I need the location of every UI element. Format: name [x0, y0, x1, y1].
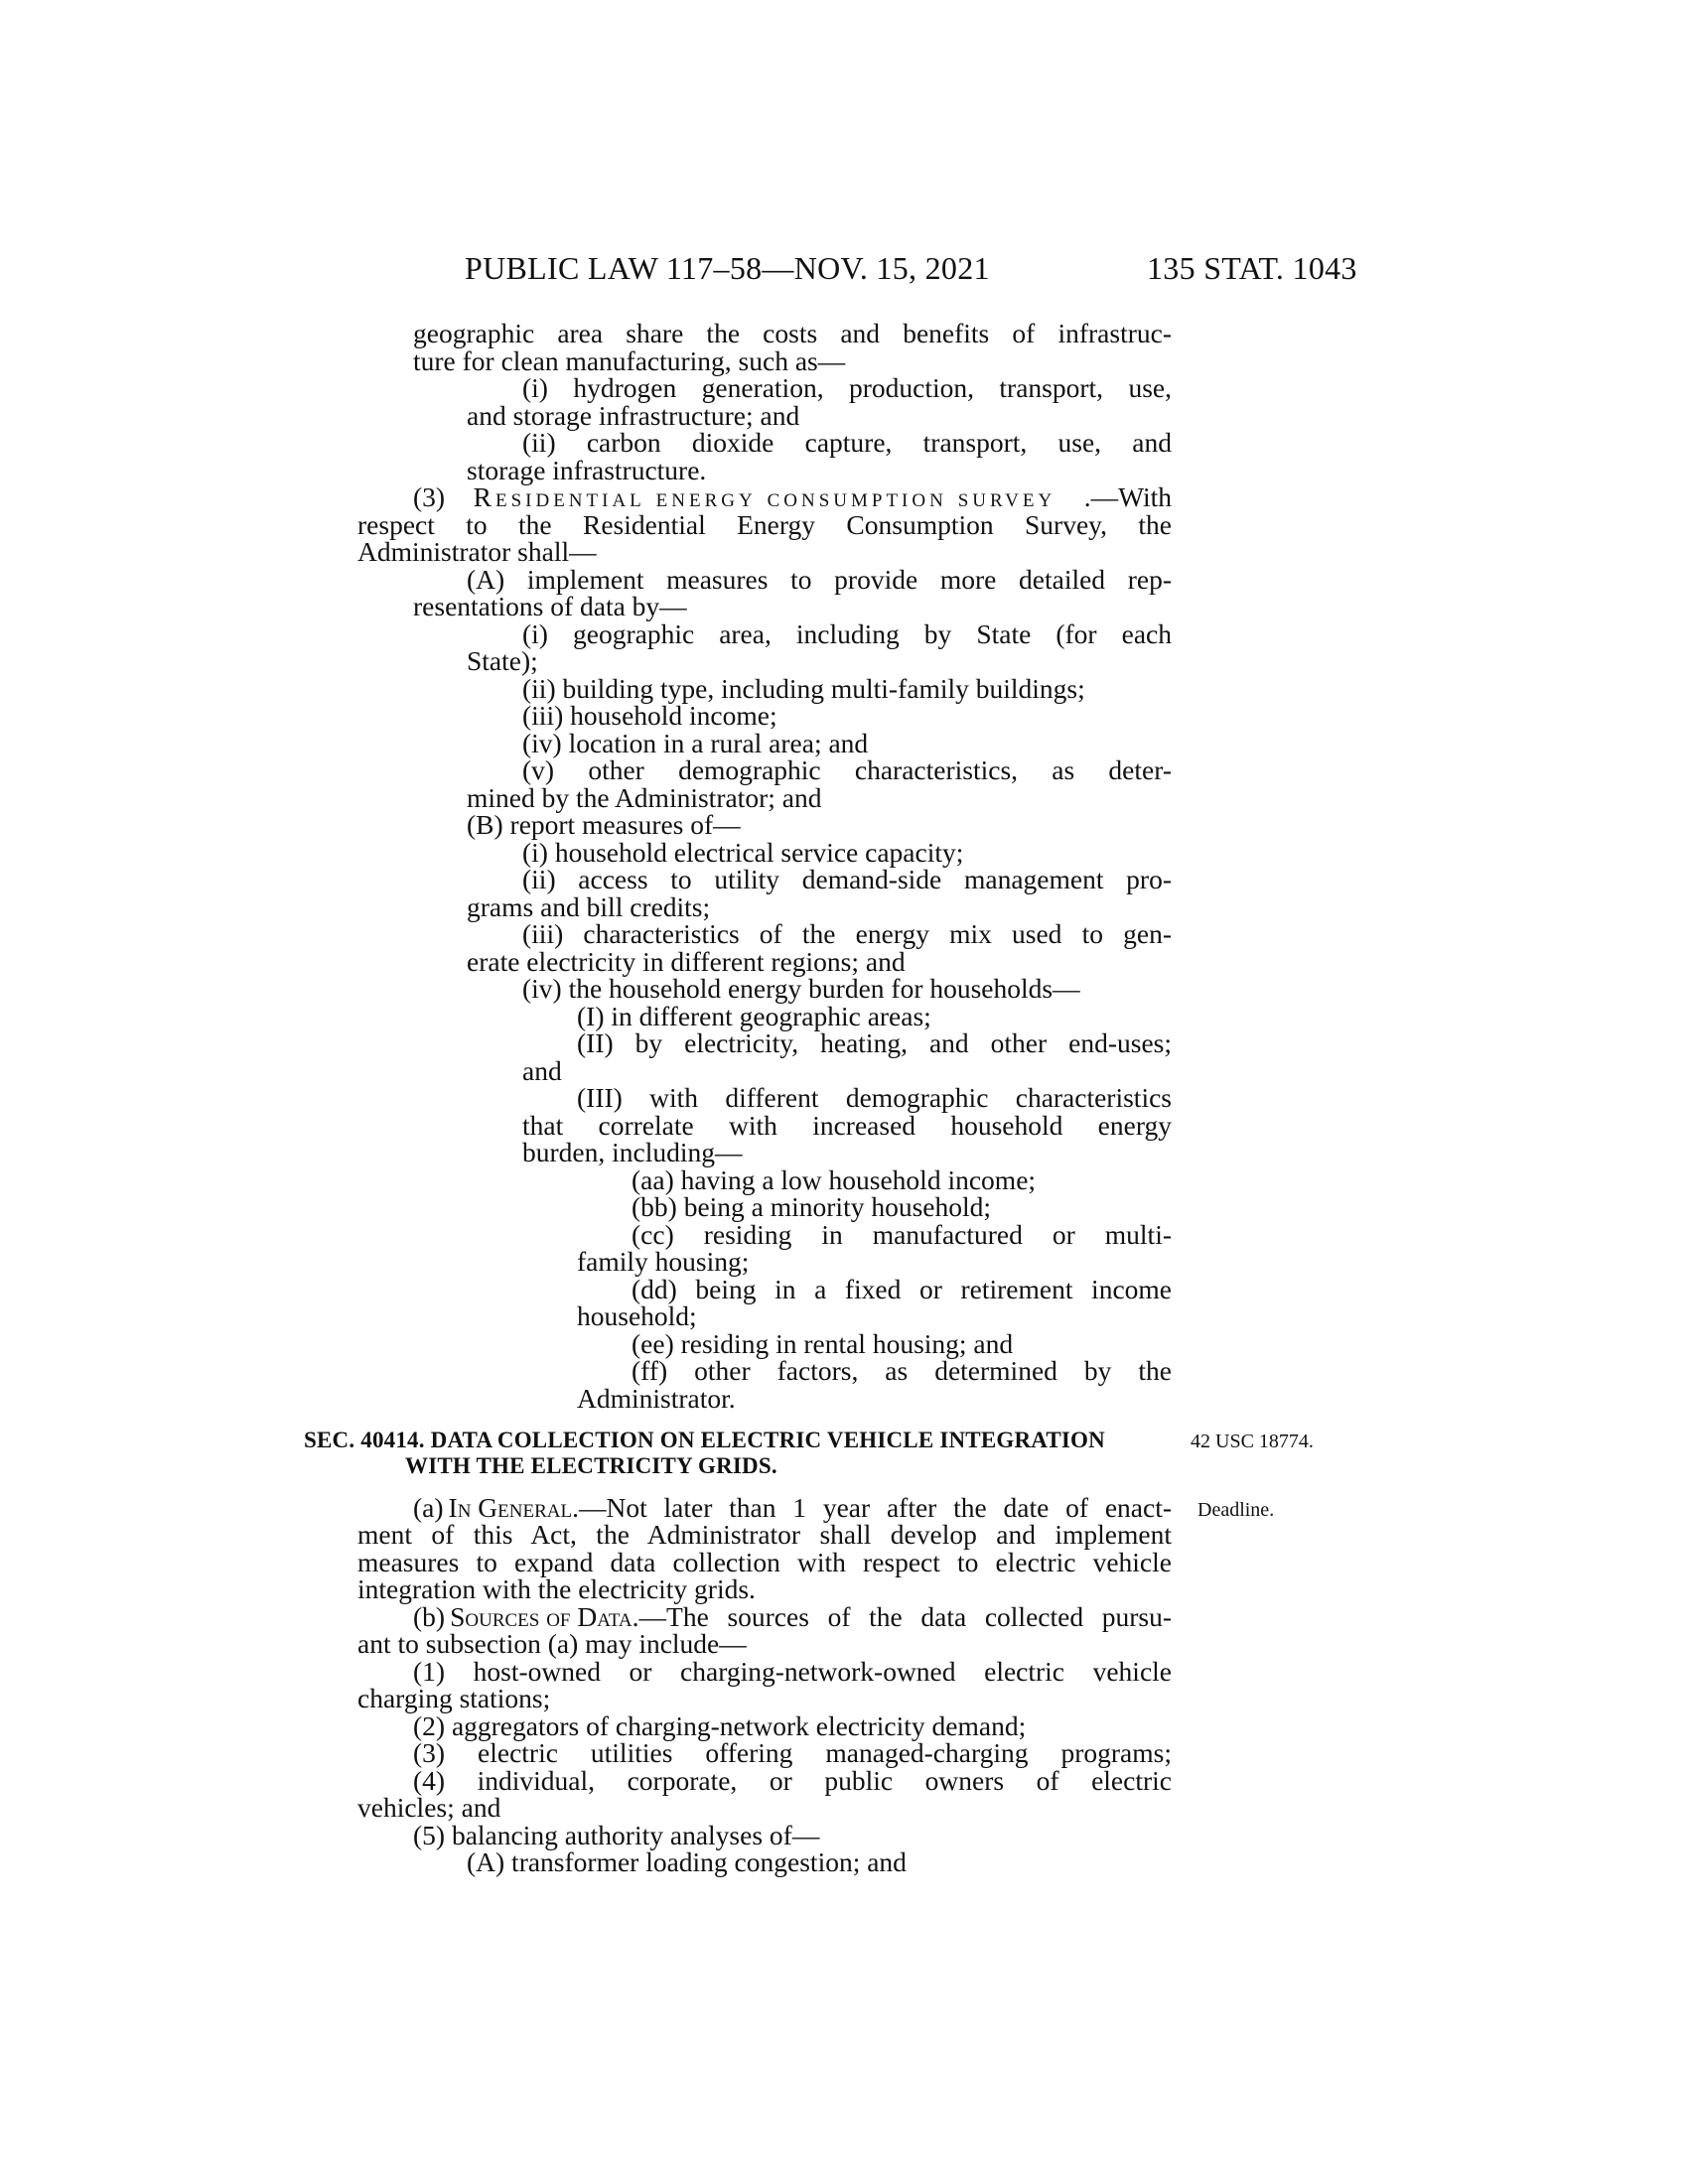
text-line: ment of this Act, the Administrator shall develop and implement: [357, 1519, 1172, 1550]
text-line: (ii) carbon dioxide capture, transport, use, and: [522, 427, 1172, 458]
text-line: (A) transformer loading congestion; and: [467, 1846, 907, 1877]
text-line: (i) geographic area, including by State (for each: [522, 618, 1172, 649]
text-line: (v) other demographic characteristics, as deter-: [522, 754, 1172, 785]
text-line: grams and bill credits;: [467, 891, 711, 922]
text-line: mined by the Administrator; and: [467, 782, 822, 813]
text-line: charging stations;: [357, 1683, 551, 1713]
subsection-label: (a): [413, 1492, 444, 1523]
text-line: storage infrastructure.: [467, 455, 707, 485]
text-line: (1) host-owned or charging-network-owned electric vehicle: [413, 1656, 1172, 1687]
usc-citation-note: 42 USC 18774.: [1191, 1431, 1314, 1452]
paragraph-heading-tail: .—With: [1083, 481, 1172, 512]
text-line: ture for clean manufacturing, such as—: [413, 345, 846, 376]
text-line: and: [522, 1055, 562, 1086]
text-line: (A) implement measures to provide more detailed rep-: [467, 564, 1172, 595]
text-line: (i) household electrical service capacity;: [522, 837, 964, 868]
text-line: (ii) building type, including multi-family buildings;: [522, 673, 1085, 704]
text-line: (4) individual, corporate, or public owners of electric: [413, 1765, 1172, 1796]
text-line: (3) electric utilities offering managed-charging programs;: [413, 1737, 1172, 1768]
text-line: (aa) having a low household income;: [632, 1164, 1037, 1195]
subsection-heading-small-caps: In General: [448, 1492, 573, 1523]
text-line: (dd) being in a fixed or retirement income: [632, 1274, 1172, 1304]
paragraph-number: (3): [413, 481, 446, 512]
text-line: (iii) characteristics of the energy mix used to gen-: [522, 918, 1172, 949]
text-line: (iv) the household energy burden for households—: [522, 973, 1080, 1004]
text-line: measures to expand data collection with respect to electric vehicle: [357, 1547, 1172, 1577]
text-line: respect to the Residential Energy Consumption Survey, the: [357, 509, 1172, 540]
text-line: that correlate with increased household energy: [522, 1110, 1172, 1141]
text-line: (ii) access to utility demand-side management pro-: [522, 864, 1172, 894]
text-line: Administrator shall—: [357, 536, 597, 567]
deadline-note: Deadline.: [1197, 1499, 1275, 1521]
subsection-b-first-line: [413, 1603, 1172, 1631]
text-line: erate electricity in different regions; and: [467, 946, 906, 977]
text-line: integration with the electricity grids.: [357, 1573, 756, 1604]
text-line: (bb) being a minority household;: [632, 1191, 992, 1222]
text-line: (2) aggregators of charging-network electricity demand;: [413, 1710, 1027, 1741]
subsection-heading-tail: .—The sources of the data collected pursu-: [632, 1601, 1172, 1632]
paragraph-3-heading: [413, 483, 1172, 511]
text-line: and storage infrastructure; and: [467, 400, 800, 431]
text-line: (ee) residing in rental housing; and: [632, 1328, 1014, 1359]
paragraph-heading-small-caps: Residential energy consumption survey: [473, 481, 1056, 512]
stat-page-number: 135 STAT. 1043: [1147, 250, 1357, 286]
text-line: burden, including—: [522, 1137, 743, 1167]
text-line: (iii) household income;: [522, 700, 777, 731]
text-line: household;: [577, 1300, 697, 1331]
subsection-heading-tail: .—Not later than 1 year after the date of enact-: [572, 1492, 1172, 1523]
text-line: family housing;: [577, 1246, 750, 1277]
text-line: Administrator.: [577, 1383, 736, 1414]
text-line: (II) by electricity, heating, and other end-uses;: [577, 1027, 1172, 1058]
text-line: (5) balancing authority analyses of—: [413, 1820, 820, 1850]
text-line: (iv) location in a rural area; and: [522, 728, 869, 758]
text-line: (I) in different geographic areas;: [577, 1001, 931, 1031]
subsection-label: (b): [413, 1601, 446, 1632]
section-heading-line-1: SEC. 40414. DATA COLLECTION ON ELECTRIC VEHICLE INTEGRATION: [304, 1428, 1105, 1452]
text-line: (cc) residing in manufactured or multi-: [632, 1219, 1172, 1250]
text-line: (B) report measures of—: [467, 809, 741, 840]
text-line: vehicles; and: [357, 1792, 501, 1823]
text-line: (III) with different demographic characteristics: [577, 1082, 1172, 1113]
text-line: State);: [467, 645, 538, 676]
text-line: (i) hydrogen generation, production, transport, use,: [522, 372, 1172, 403]
section-heading-line-2: WITH THE ELECTRICITY GRIDS.: [405, 1453, 777, 1478]
subsection-a-first-line: [413, 1494, 1172, 1522]
text-line: resentations of data by—: [413, 591, 687, 621]
law-title: PUBLIC LAW 117–58—NOV. 15, 2021: [465, 250, 990, 286]
text-line: ant to subsection (a) may include—: [357, 1628, 747, 1659]
text-line: (ff) other factors, as determined by the: [632, 1355, 1172, 1386]
subsection-heading-small-caps: Sources of Data: [450, 1601, 633, 1632]
text-line: geographic area share the costs and benefits of infrastruc-: [413, 318, 1172, 348]
